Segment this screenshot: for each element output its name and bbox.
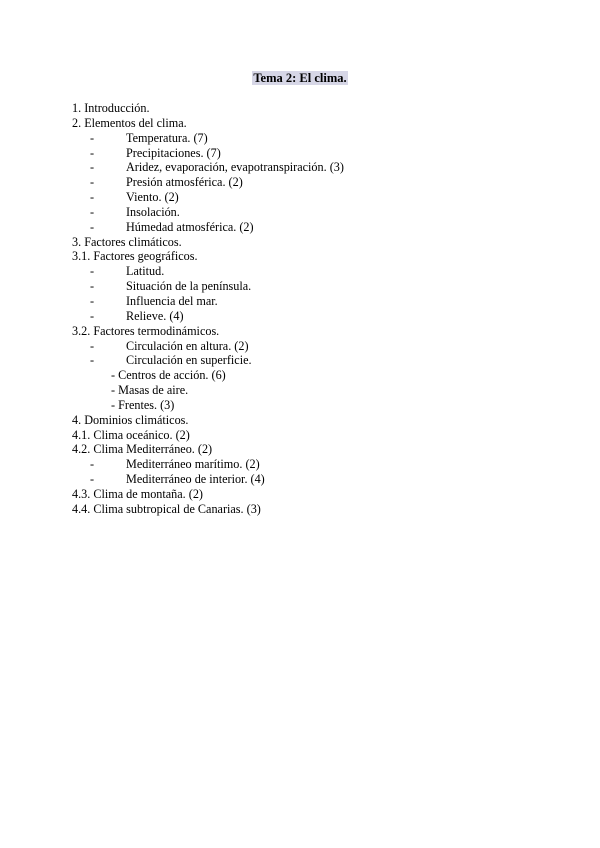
bullet-dash: - xyxy=(90,308,95,323)
outline-bullet-item xyxy=(72,457,542,472)
bullet-dash: - xyxy=(90,353,95,368)
outline-bullet-item xyxy=(72,205,542,220)
outline-heading: 2. Elementos del clima. xyxy=(72,115,187,130)
outline-bullet-item xyxy=(72,175,542,190)
outline-heading: 1. Introducción. xyxy=(72,101,150,115)
bullet-text: Aridez, evaporación, evapotranspiración. (3) xyxy=(126,160,344,175)
bullet-text: Circulación en altura. (2) xyxy=(126,338,249,353)
outline-heading: 4.2. Clima Mediterráneo. (2) xyxy=(72,442,213,457)
outline-heading: 3.1. Factores geográficos. xyxy=(72,249,198,264)
bullet-text: Precipitaciones. (7) xyxy=(126,145,221,160)
bullet-dash: - xyxy=(90,293,95,308)
outline-heading: 4. Dominios climáticos. xyxy=(72,412,189,427)
outline-subitem: - Masas de aire. xyxy=(111,383,189,398)
bullet-text: Mediterráneo marítimo. (2) xyxy=(126,457,260,472)
outline-heading: 4.3. Clima de montaña. (2) xyxy=(72,486,203,501)
outline-bullet-item xyxy=(72,294,542,309)
bullet-dash: - xyxy=(90,279,95,294)
bullet-text: Mediterráneo de interior. (4) xyxy=(126,472,265,487)
bullet-text: Circulación en superficie. xyxy=(126,353,252,368)
outline-bullet-item xyxy=(72,309,542,324)
bullet-dash: - xyxy=(90,190,95,205)
bullet-text: Relieve. (4) xyxy=(126,308,184,323)
bullet-dash: - xyxy=(90,175,95,190)
outline-bullet-item xyxy=(72,190,542,205)
bullet-text: Presión atmosférica. (2) xyxy=(126,175,243,190)
outline-bullet-item xyxy=(72,279,542,294)
outline-subitem: - Frentes. (3) xyxy=(111,397,175,412)
outline-subitem: - Centros de acción. (6) xyxy=(111,368,226,383)
bullet-text: Temperatura. (7) xyxy=(126,130,208,145)
bullet-text: Latitud. xyxy=(126,264,165,279)
outline-bullet-item xyxy=(72,353,542,368)
outline-bullet-item xyxy=(72,131,542,146)
bullet-dash: - xyxy=(90,160,95,175)
outline-bullet-item xyxy=(72,220,542,235)
bullet-dash: - xyxy=(90,145,95,160)
bullet-dash: - xyxy=(90,472,95,487)
outline-heading: 4.1. Clima oceánico. (2) xyxy=(72,427,190,442)
outline-heading: 4.4. Clima subtropical de Canarias. (3) xyxy=(72,501,261,516)
bullet-dash: - xyxy=(90,264,95,279)
topic-outline xyxy=(72,101,542,517)
title-highlight: Tema 2: El clima. xyxy=(253,71,347,85)
bullet-text: Viento. (2) xyxy=(126,190,179,205)
bullet-dash: - xyxy=(90,219,95,234)
outline-heading: 3. Factores climáticos. xyxy=(72,234,182,249)
outline-bullet-item xyxy=(72,339,542,354)
bullet-text: Situación de la península. xyxy=(126,279,252,294)
bullet-dash: - xyxy=(90,338,95,353)
bullet-dash: - xyxy=(90,130,95,145)
outline-bullet-item xyxy=(72,146,542,161)
bullet-text: Insolación. xyxy=(126,204,180,219)
bullet-text: Influencia del mar. xyxy=(126,293,218,308)
outline-bullet-item xyxy=(72,160,542,175)
bullet-text: Húmedad atmosférica. (2) xyxy=(126,219,254,234)
document-title xyxy=(0,71,600,86)
outline-bullet-item xyxy=(72,472,542,487)
outline-heading: 3.2. Factores termodinámicos. xyxy=(72,323,220,338)
bullet-dash: - xyxy=(90,204,95,219)
outline-bullet-item xyxy=(72,264,542,279)
bullet-dash: - xyxy=(90,457,95,472)
